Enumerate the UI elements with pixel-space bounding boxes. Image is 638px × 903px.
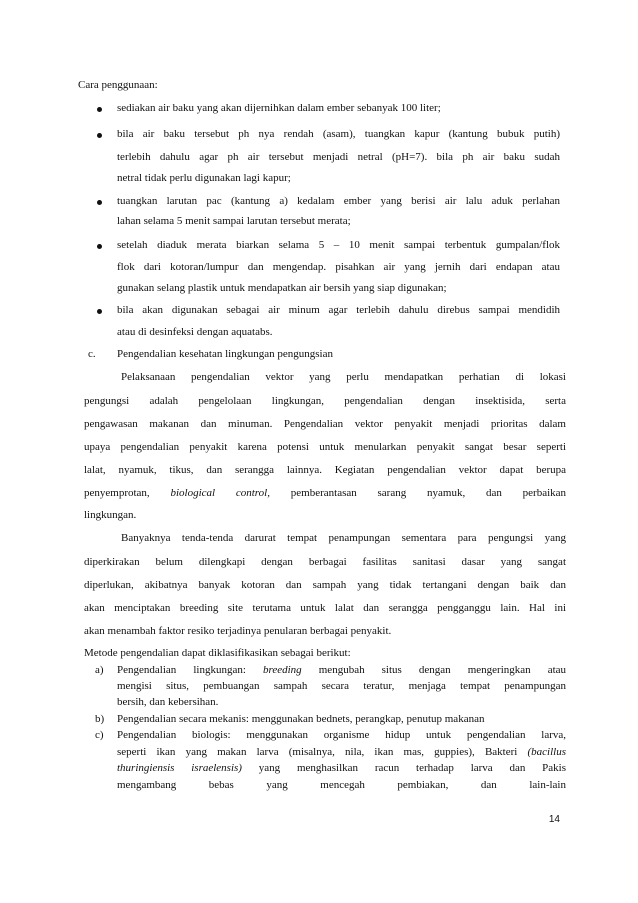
item-c-line: mengambang bebas yang mencegah pembiakan, dan lain-lain <box>117 779 566 791</box>
italic-text: thuringiensis israelensis) <box>117 762 242 774</box>
text: mengubah situs dengan mengeringkan atau <box>318 664 567 676</box>
bullet-line: atau di desinfeksi dengan aquatabs. <box>117 326 273 338</box>
para-line: lingkungan. <box>84 509 137 521</box>
para-line: diperkirakan belum dilengkapi dengan berbagai fasilitas sanitasi dasar yang sangat <box>84 556 566 568</box>
word: sarang <box>377 487 407 499</box>
word: perbaikan <box>522 487 567 499</box>
word: nyamuk, <box>427 487 466 499</box>
metode-title: Metode pengendalian dapat diklasifikasikan sebagai berikut: <box>84 647 351 659</box>
bullet-line: bila air baku tersebut ph nya rendah (asam), tuangkan kapur (kantung bubuk putih) <box>117 128 560 140</box>
bullet-dot <box>97 133 102 138</box>
item-c-line <box>117 762 566 775</box>
para-line: Banyaknya tenda-tenda darurat tempat penampungan sementara para pengungsi yang <box>121 532 566 544</box>
bullet-line: lahan selama 5 menit sampai larutan tersebut merata; <box>117 215 351 227</box>
bullet-line: flok dari kotoran/lumpur dan mengendap. pisahkan air yang jernih dari endapan atau <box>117 261 560 273</box>
item-c-line: Pengendalian biologis: menggunakan organisme hidup untuk pengendalian larva, <box>117 729 566 741</box>
para-line: upaya pengendalian penyakit karena potensi untuk menularkan penyakit sangat besar seperti <box>84 441 566 453</box>
item-c-line <box>117 746 566 759</box>
italic-word: biological <box>170 487 216 499</box>
section-c-title: Pengendalian kesehatan lingkungan pengungsian <box>117 348 333 360</box>
cara-title: Cara penggunaan: <box>78 79 158 91</box>
bullet-line: tuangkan larutan pac (kantung a) kedalam ember yang berisi air lalu aduk perlahan <box>117 195 560 207</box>
item-b-line: Pengendalian secara mekanis: menggunakan bednets, perangkap, penutup makanan <box>117 713 485 725</box>
bullet-dot <box>97 107 102 112</box>
bullet-line: netral tidak perlu digunakan lagi kapur; <box>117 172 291 184</box>
word: pemberantasan <box>290 487 357 499</box>
item-a-label: a) <box>95 664 104 676</box>
text: seperti ikan yang makan larva (misalnya, nila, ikan mas, guppies), Bakteri <box>117 746 518 758</box>
bullet-dot <box>97 244 102 249</box>
page-number: 14 <box>548 814 560 825</box>
item-a-line: mengisi situs, pembuangan sampah secara teratur, menjaga tempat penampungan <box>117 680 566 692</box>
word: dan <box>486 487 502 499</box>
bullet-dot <box>97 309 102 314</box>
bullet-line: gunakan selang plastik untuk mendapatkan air bersih yang siap digunakan; <box>117 282 447 294</box>
item-c-label: c) <box>95 729 104 741</box>
word: penyemprotan, <box>84 487 150 499</box>
text: Pengendalian lingkungan: <box>117 664 246 676</box>
para-line: lalat, nyamuk, tikus, dan serangga lainnya. Kegiatan pengendalian vektor dapat berupa <box>84 464 566 476</box>
bullet-line: sediakan air baku yang akan dijernihkan dalam ember sebanyak 100 liter; <box>117 102 441 114</box>
para-line: akan menciptakan breeding site terutama untuk lalat dan serangga pengganggu lain. Hal ini <box>84 602 566 614</box>
italic-word: breeding <box>262 664 302 676</box>
item-a-line <box>117 664 566 677</box>
italic-word: (bacillus <box>527 746 566 758</box>
para-line: pengawasan makanan dan minuman. Pengendalian vektor penyakit menjadi prioritas dalam <box>84 418 566 430</box>
para-line: pengungsi adalah pengelolaan lingkungan, pengendalian dengan insektisida, serta <box>84 395 566 407</box>
bullet-line: terlebih dahulu agar ph air tersebut menjadi netral (pH=7). bila ph air baku sudah <box>117 151 560 163</box>
para-line: akan menambah faktor resiko terjadinya penularan berbagai penyakit. <box>84 625 392 637</box>
bullet-line: bila akan digunakan sebagai air minum agar terlebih dahulu direbus sampai mendidih <box>117 304 560 316</box>
para-line-mixed <box>84 487 566 500</box>
text: yang menghasilkan racun terhadap larva dan Pakis <box>258 762 566 774</box>
bullet-line: setelah diaduk merata biarkan selama 5 – 10 menit sampai terbentuk gumpalan/flok <box>117 239 560 251</box>
italic-word: control, <box>235 487 270 499</box>
para-line: Pelaksanaan pengendalian vektor yang perlu mendapatkan perhatian di lokasi <box>121 371 566 383</box>
bullet-dot <box>97 200 102 205</box>
para-line: diperlukan, akibatnya banyak kotoran dan sampah yang tidak tertangani dengan baik dan <box>84 579 566 591</box>
item-b-label: b) <box>95 713 105 725</box>
section-c-label: c. <box>88 348 96 360</box>
item-a-line: bersih, dan kebersihan. <box>117 696 219 708</box>
